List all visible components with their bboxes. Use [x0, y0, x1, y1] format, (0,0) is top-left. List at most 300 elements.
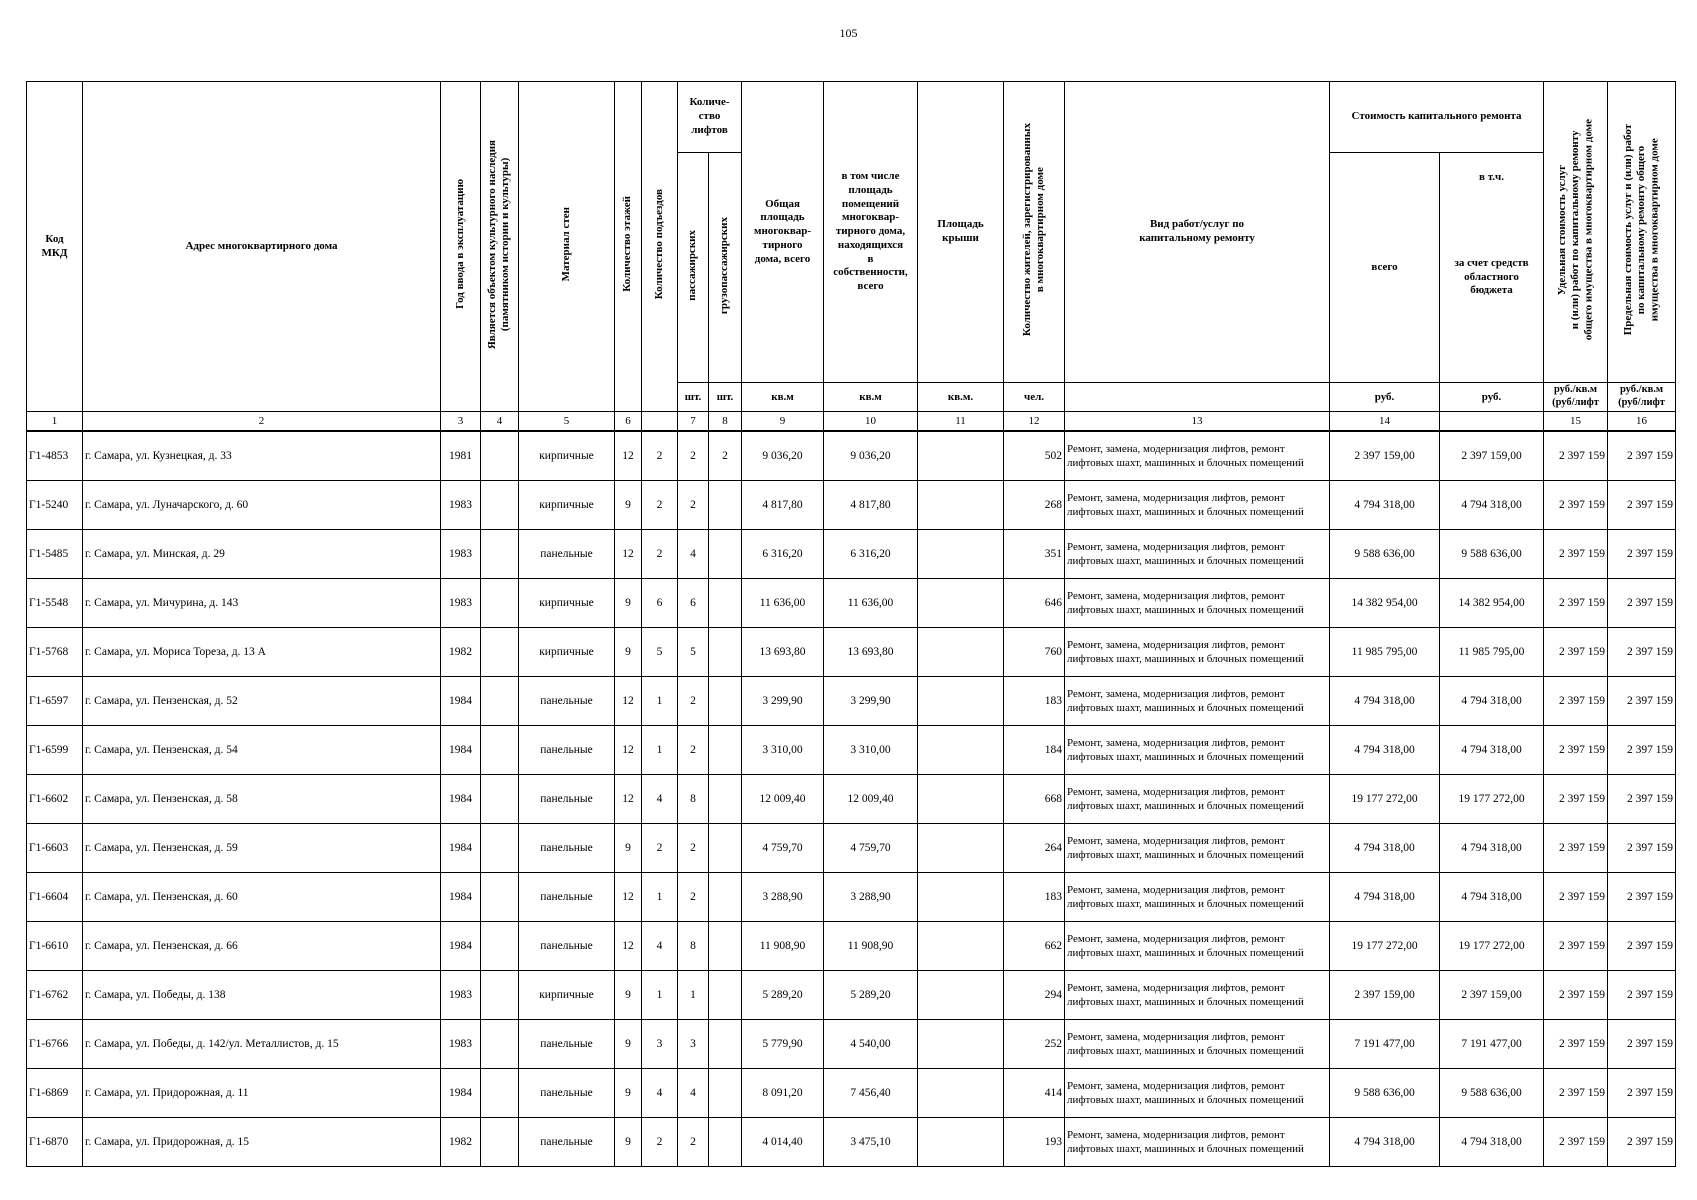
column-number: 13: [1065, 412, 1330, 432]
cell-cost-regional: 4 794 318,00: [1440, 1118, 1544, 1167]
cell-code: Г1-6610: [27, 922, 83, 971]
header-owned-area: в том числе площадь помещений многоквар- тирного дома, находящихся в собственности, всего: [824, 82, 918, 383]
column-number: 11: [918, 412, 1004, 432]
cell-total-area: 9 036,20: [742, 431, 824, 481]
column-number: 5: [519, 412, 615, 432]
cell-roof-area: [918, 530, 1004, 579]
column-number: [642, 412, 678, 432]
cell-unit-cost: 2 397 159: [1544, 481, 1608, 530]
cell-entrances: 2: [642, 431, 678, 481]
column-number: [1440, 412, 1544, 432]
cell-year: 1982: [441, 628, 481, 677]
cell-lifts-cargo: [709, 1020, 742, 1069]
cell-lifts-passenger: 2: [678, 1118, 709, 1167]
cell-lifts-passenger: 2: [678, 726, 709, 775]
cell-max-cost: 2 397 159: [1608, 775, 1676, 824]
header-floors: Количество этажей: [615, 82, 642, 412]
cell-cost-regional: 4 794 318,00: [1440, 873, 1544, 922]
cell-cost-total: 4 794 318,00: [1330, 726, 1440, 775]
cell-year: 1984: [441, 726, 481, 775]
column-number: 2: [83, 412, 441, 432]
cell-cost-total: 7 191 477,00: [1330, 1020, 1440, 1069]
header-cost-regional: [1440, 153, 1544, 383]
header-unit-cost: Удельная стоимость услуг и (или) работ по капитальному ремонту общего имущества в многоквартирном доме: [1544, 82, 1608, 383]
table-row: [27, 530, 1676, 579]
column-number: 8: [709, 412, 742, 432]
cell-lifts-cargo: [709, 775, 742, 824]
cell-code: Г1-6762: [27, 971, 83, 1020]
cell-heritage: [481, 873, 519, 922]
cell-residents: 183: [1004, 677, 1065, 726]
cell-cost-regional: 19 177 272,00: [1440, 775, 1544, 824]
header-max-cost: Предельная стоимость услуг и (или) работ по капитальному ремонту общего имущества в многоквартирном доме: [1608, 82, 1676, 383]
cell-cost-total: 19 177 272,00: [1330, 775, 1440, 824]
table-row: [27, 579, 1676, 628]
cell-material: кирпичные: [519, 628, 615, 677]
cell-address: г. Самара, ул. Пензенская, д. 59: [83, 824, 441, 873]
cell-owned-area: 4 817,80: [824, 481, 918, 530]
cell-year: 1984: [441, 824, 481, 873]
cell-heritage: [481, 726, 519, 775]
cell-lifts-passenger: 1: [678, 971, 709, 1020]
cell-floors: 12: [615, 922, 642, 971]
cell-heritage: [481, 775, 519, 824]
column-number: 16: [1608, 412, 1676, 432]
cell-material: панельные: [519, 530, 615, 579]
cell-max-cost: 2 397 159: [1608, 1020, 1676, 1069]
cell-cost-total: 4 794 318,00: [1330, 481, 1440, 530]
cell-floors: 9: [615, 971, 642, 1020]
column-number: 6: [615, 412, 642, 432]
cell-lifts-cargo: [709, 1069, 742, 1118]
cell-lifts-cargo: [709, 726, 742, 775]
unit-unit-cost: руб./кв.м (руб/лифт: [1544, 383, 1608, 412]
cell-work-type: Ремонт, замена, модернизация лифтов, ремонт лифтовых шахт, машинных и блочных помещений: [1065, 873, 1330, 922]
cell-cost-total: 2 397 159,00: [1330, 971, 1440, 1020]
cell-cost-regional: 11 985 795,00: [1440, 628, 1544, 677]
cell-lifts-passenger: 4: [678, 1069, 709, 1118]
cell-total-area: 4 817,80: [742, 481, 824, 530]
cell-year: 1984: [441, 873, 481, 922]
unit-cost-regional: руб.: [1440, 383, 1544, 412]
cell-material: панельные: [519, 677, 615, 726]
cell-address: г. Самара, ул. Придорожная, д. 15: [83, 1118, 441, 1167]
column-number: 4: [481, 412, 519, 432]
cell-total-area: 4 014,40: [742, 1118, 824, 1167]
cell-total-area: 3 310,00: [742, 726, 824, 775]
cell-cost-total: 4 794 318,00: [1330, 677, 1440, 726]
cell-cost-regional: 4 794 318,00: [1440, 824, 1544, 873]
header-lifts-passenger: пассажирских: [678, 153, 709, 383]
cell-year: 1984: [441, 1069, 481, 1118]
cell-entrances: 3: [642, 1020, 678, 1069]
cell-floors: 9: [615, 1020, 642, 1069]
cell-address: г. Самара, ул. Пензенская, д. 52: [83, 677, 441, 726]
cell-total-area: 11 636,00: [742, 579, 824, 628]
cell-residents: 183: [1004, 873, 1065, 922]
cell-total-area: 11 908,90: [742, 922, 824, 971]
cell-lifts-passenger: 8: [678, 775, 709, 824]
cell-heritage: [481, 824, 519, 873]
unit-roof-area: кв.м.: [918, 383, 1004, 412]
cell-lifts-cargo: [709, 824, 742, 873]
cell-owned-area: 4 540,00: [824, 1020, 918, 1069]
cell-cost-regional: 2 397 159,00: [1440, 971, 1544, 1020]
column-number: 1: [27, 412, 83, 432]
cell-unit-cost: 2 397 159: [1544, 1020, 1608, 1069]
cell-cost-total: 19 177 272,00: [1330, 922, 1440, 971]
cell-unit-cost: 2 397 159: [1544, 677, 1608, 726]
cell-work-type: Ремонт, замена, модернизация лифтов, ремонт лифтовых шахт, машинных и блочных помещений: [1065, 1069, 1330, 1118]
cell-floors: 9: [615, 481, 642, 530]
cell-cost-regional: 7 191 477,00: [1440, 1020, 1544, 1069]
table-row: [27, 922, 1676, 971]
cell-floors: 12: [615, 677, 642, 726]
cell-work-type: Ремонт, замена, модернизация лифтов, ремонт лифтовых шахт, машинных и блочных помещений: [1065, 971, 1330, 1020]
header-roof-area: Площадь крыши: [918, 82, 1004, 383]
unit-lifts-passenger: шт.: [678, 383, 709, 412]
cell-entrances: 2: [642, 1118, 678, 1167]
cell-address: г. Самара, ул. Кузнецкая, д. 33: [83, 431, 441, 481]
cell-lifts-passenger: 8: [678, 922, 709, 971]
header-lifts-group: Количе- ство лифтов: [678, 82, 742, 153]
cell-roof-area: [918, 431, 1004, 481]
cell-work-type: Ремонт, замена, модернизация лифтов, ремонт лифтовых шахт, машинных и блочных помещений: [1065, 775, 1330, 824]
cell-cost-total: 14 382 954,00: [1330, 579, 1440, 628]
cell-lifts-passenger: 5: [678, 628, 709, 677]
cell-cost-total: 4 794 318,00: [1330, 824, 1440, 873]
table-row: [27, 726, 1676, 775]
cell-year: 1982: [441, 1118, 481, 1167]
cell-heritage: [481, 677, 519, 726]
table-row: [27, 1118, 1676, 1167]
cell-heritage: [481, 628, 519, 677]
cell-lifts-cargo: [709, 677, 742, 726]
cell-entrances: 4: [642, 775, 678, 824]
cell-roof-area: [918, 579, 1004, 628]
cell-address: г. Самара, ул. Мичурина, д. 143: [83, 579, 441, 628]
cell-year: 1984: [441, 922, 481, 971]
cell-cost-total: 2 397 159,00: [1330, 431, 1440, 481]
cell-max-cost: 2 397 159: [1608, 1069, 1676, 1118]
cell-lifts-cargo: [709, 579, 742, 628]
cell-heritage: [481, 579, 519, 628]
cell-work-type: Ремонт, замена, модернизация лифтов, ремонт лифтовых шахт, машинных и блочных помещений: [1065, 530, 1330, 579]
cell-lifts-cargo: [709, 530, 742, 579]
cell-material: панельные: [519, 1020, 615, 1069]
cell-entrances: 1: [642, 677, 678, 726]
cell-unit-cost: 2 397 159: [1544, 1069, 1608, 1118]
cell-unit-cost: 2 397 159: [1544, 431, 1608, 481]
cell-lifts-passenger: 6: [678, 579, 709, 628]
cell-code: Г1-4853: [27, 431, 83, 481]
cell-entrances: 4: [642, 922, 678, 971]
cell-address: г. Самара, ул. Победы, д. 142/ул. Металлистов, д. 15: [83, 1020, 441, 1069]
cell-entrances: 1: [642, 873, 678, 922]
cell-material: панельные: [519, 873, 615, 922]
cell-floors: 12: [615, 530, 642, 579]
column-number: 14: [1330, 412, 1440, 432]
cell-owned-area: 3 310,00: [824, 726, 918, 775]
column-number: 7: [678, 412, 709, 432]
cell-lifts-cargo: [709, 1118, 742, 1167]
cell-roof-area: [918, 824, 1004, 873]
capital-repair-table: [26, 81, 1676, 1167]
cell-total-area: 13 693,80: [742, 628, 824, 677]
table-body: [27, 412, 1676, 1167]
cell-cost-total: 4 794 318,00: [1330, 873, 1440, 922]
unit-max-cost: руб./кв.м (руб/лифт: [1608, 383, 1676, 412]
cell-lifts-cargo: [709, 628, 742, 677]
cell-address: г. Самара, ул. Мориса Тореза, д. 13 А: [83, 628, 441, 677]
cell-work-type: Ремонт, замена, модернизация лифтов, ремонт лифтовых шахт, машинных и блочных помещений: [1065, 1118, 1330, 1167]
cell-address: г. Самара, ул. Пензенская, д. 54: [83, 726, 441, 775]
cell-max-cost: 2 397 159: [1608, 873, 1676, 922]
column-number: 12: [1004, 412, 1065, 432]
header-lifts-cargo: грузопассажирских: [709, 153, 742, 383]
cell-code: Г1-6597: [27, 677, 83, 726]
cell-owned-area: 11 908,90: [824, 922, 918, 971]
cell-owned-area: 3 288,90: [824, 873, 918, 922]
cell-lifts-cargo: [709, 971, 742, 1020]
cell-material: панельные: [519, 922, 615, 971]
cell-residents: 193: [1004, 1118, 1065, 1167]
cell-entrances: 1: [642, 971, 678, 1020]
cell-heritage: [481, 1020, 519, 1069]
header-address: Адрес многоквартирного дома: [83, 82, 441, 412]
cell-owned-area: 6 316,20: [824, 530, 918, 579]
cell-lifts-passenger: 2: [678, 873, 709, 922]
cell-floors: 12: [615, 726, 642, 775]
cell-entrances: 6: [642, 579, 678, 628]
cell-max-cost: 2 397 159: [1608, 530, 1676, 579]
cell-entrances: 5: [642, 628, 678, 677]
cell-residents: 414: [1004, 1069, 1065, 1118]
cell-year: 1984: [441, 677, 481, 726]
cell-residents: 646: [1004, 579, 1065, 628]
cell-total-area: 3 288,90: [742, 873, 824, 922]
cell-max-cost: 2 397 159: [1608, 726, 1676, 775]
cell-unit-cost: 2 397 159: [1544, 579, 1608, 628]
table-row: [27, 971, 1676, 1020]
cell-material: панельные: [519, 775, 615, 824]
cell-lifts-passenger: 3: [678, 1020, 709, 1069]
cell-entrances: 1: [642, 726, 678, 775]
cell-roof-area: [918, 481, 1004, 530]
cell-floors: 9: [615, 824, 642, 873]
cell-year: 1983: [441, 1020, 481, 1069]
cell-max-cost: 2 397 159: [1608, 677, 1676, 726]
cell-material: кирпичные: [519, 579, 615, 628]
cell-heritage: [481, 1118, 519, 1167]
cell-code: Г1-5485: [27, 530, 83, 579]
header-year: Год ввода в эксплуатацию: [441, 82, 481, 412]
cell-code: Г1-5548: [27, 579, 83, 628]
cell-floors: 12: [615, 873, 642, 922]
cell-cost-total: 9 588 636,00: [1330, 1069, 1440, 1118]
cell-total-area: 4 759,70: [742, 824, 824, 873]
cell-residents: 264: [1004, 824, 1065, 873]
cell-year: 1984: [441, 775, 481, 824]
cell-residents: 502: [1004, 431, 1065, 481]
cell-year: 1983: [441, 579, 481, 628]
column-number: 15: [1544, 412, 1608, 432]
cell-cost-regional: 4 794 318,00: [1440, 677, 1544, 726]
cell-floors: 12: [615, 431, 642, 481]
cell-lifts-passenger: 2: [678, 431, 709, 481]
header-material: Материал стен: [519, 82, 615, 412]
cell-cost-total: 11 985 795,00: [1330, 628, 1440, 677]
cell-lifts-cargo: 2: [709, 431, 742, 481]
cell-cost-regional: 2 397 159,00: [1440, 431, 1544, 481]
header-cost-group: Стоимость капитального ремонта: [1330, 82, 1544, 153]
cell-lifts-passenger: 4: [678, 530, 709, 579]
cell-max-cost: 2 397 159: [1608, 431, 1676, 481]
cell-unit-cost: 2 397 159: [1544, 726, 1608, 775]
cell-floors: 9: [615, 1069, 642, 1118]
cell-work-type: Ремонт, замена, модернизация лифтов, ремонт лифтовых шахт, машинных и блочных помещений: [1065, 481, 1330, 530]
cell-lifts-passenger: 2: [678, 481, 709, 530]
cell-cost-total: 4 794 318,00: [1330, 1118, 1440, 1167]
cell-code: Г1-6603: [27, 824, 83, 873]
cell-cost-regional: 4 794 318,00: [1440, 726, 1544, 775]
column-number: 10: [824, 412, 918, 432]
cell-year: 1981: [441, 431, 481, 481]
table-row: [27, 628, 1676, 677]
cell-material: кирпичные: [519, 431, 615, 481]
cell-address: г. Самара, ул. Пензенская, д. 58: [83, 775, 441, 824]
cell-material: кирпичные: [519, 481, 615, 530]
cell-cost-regional: 4 794 318,00: [1440, 481, 1544, 530]
cell-address: г. Самара, ул. Луначарского, д. 60: [83, 481, 441, 530]
cell-code: Г1-5768: [27, 628, 83, 677]
cell-residents: 662: [1004, 922, 1065, 971]
cell-roof-area: [918, 726, 1004, 775]
cell-total-area: 6 316,20: [742, 530, 824, 579]
cell-work-type: Ремонт, замена, модернизация лифтов, ремонт лифтовых шахт, машинных и блочных помещений: [1065, 726, 1330, 775]
table-row: [27, 1069, 1676, 1118]
cell-unit-cost: 2 397 159: [1544, 824, 1608, 873]
cell-owned-area: 7 456,40: [824, 1069, 918, 1118]
cell-roof-area: [918, 971, 1004, 1020]
cell-owned-area: 3 299,90: [824, 677, 918, 726]
table-row: [27, 775, 1676, 824]
column-number-row: [27, 412, 1676, 432]
table-row: [27, 1020, 1676, 1069]
cell-floors: 9: [615, 579, 642, 628]
header-heritage: Является объектом культурного наследия (памятником истории и культуры): [481, 82, 519, 412]
cell-roof-area: [918, 873, 1004, 922]
cell-cost-total: 9 588 636,00: [1330, 530, 1440, 579]
header-cost-incl: в т.ч.: [1479, 171, 1505, 183]
cell-lifts-cargo: [709, 922, 742, 971]
cell-code: Г1-6870: [27, 1118, 83, 1167]
cell-lifts-cargo: [709, 873, 742, 922]
unit-residents: чел.: [1004, 383, 1065, 412]
cell-floors: 9: [615, 1118, 642, 1167]
cell-address: г. Самара, ул. Пензенская, д. 66: [83, 922, 441, 971]
cell-material: кирпичные: [519, 971, 615, 1020]
cell-heritage: [481, 481, 519, 530]
cell-cost-regional: 14 382 954,00: [1440, 579, 1544, 628]
cell-unit-cost: 2 397 159: [1544, 775, 1608, 824]
cell-year: 1983: [441, 481, 481, 530]
header-cost-total: всего: [1330, 153, 1440, 383]
cell-max-cost: 2 397 159: [1608, 579, 1676, 628]
cell-owned-area: 13 693,80: [824, 628, 918, 677]
table-row: [27, 824, 1676, 873]
unit-total-area: кв.м: [742, 383, 824, 412]
column-number: 9: [742, 412, 824, 432]
header-residents: Количество жителей, зарегистрированных в многоквартирном доме: [1004, 82, 1065, 383]
cell-heritage: [481, 530, 519, 579]
cell-cost-regional: 19 177 272,00: [1440, 922, 1544, 971]
cell-roof-area: [918, 1020, 1004, 1069]
table-row: [27, 873, 1676, 922]
cell-total-area: 3 299,90: [742, 677, 824, 726]
cell-work-type: Ремонт, замена, модернизация лифтов, ремонт лифтовых шахт, машинных и блочных помещений: [1065, 824, 1330, 873]
cell-code: Г1-5240: [27, 481, 83, 530]
cell-max-cost: 2 397 159: [1608, 628, 1676, 677]
cell-address: г. Самара, ул. Победы, д. 138: [83, 971, 441, 1020]
cell-total-area: 12 009,40: [742, 775, 824, 824]
header-work-type: Вид работ/услуг по капитальному ремонту: [1065, 82, 1330, 383]
cell-owned-area: 9 036,20: [824, 431, 918, 481]
cell-unit-cost: 2 397 159: [1544, 530, 1608, 579]
cell-roof-area: [918, 1069, 1004, 1118]
cell-roof-area: [918, 677, 1004, 726]
cell-lifts-passenger: 2: [678, 824, 709, 873]
table-row: [27, 677, 1676, 726]
cell-residents: 268: [1004, 481, 1065, 530]
cell-floors: 12: [615, 775, 642, 824]
cell-code: Г1-6766: [27, 1020, 83, 1069]
cell-heritage: [481, 971, 519, 1020]
cell-entrances: 2: [642, 530, 678, 579]
cell-address: г. Самара, ул. Пензенская, д. 60: [83, 873, 441, 922]
header-entrances: Количество подъездов: [642, 82, 678, 412]
cell-total-area: 5 289,20: [742, 971, 824, 1020]
cell-residents: 351: [1004, 530, 1065, 579]
column-number: 3: [441, 412, 481, 432]
cell-material: панельные: [519, 726, 615, 775]
cell-lifts-passenger: 2: [678, 677, 709, 726]
cell-year: 1983: [441, 971, 481, 1020]
cell-roof-area: [918, 1118, 1004, 1167]
cell-owned-area: 4 759,70: [824, 824, 918, 873]
cell-residents: 184: [1004, 726, 1065, 775]
cell-work-type: Ремонт, замена, модернизация лифтов, ремонт лифтовых шахт, машинных и блочных помещений: [1065, 579, 1330, 628]
cell-entrances: 2: [642, 824, 678, 873]
table-row: [27, 431, 1676, 481]
cell-unit-cost: 2 397 159: [1544, 971, 1608, 1020]
cell-heritage: [481, 431, 519, 481]
cell-year: 1983: [441, 530, 481, 579]
cell-material: панельные: [519, 1069, 615, 1118]
cell-residents: 760: [1004, 628, 1065, 677]
cell-work-type: Ремонт, замена, модернизация лифтов, ремонт лифтовых шахт, машинных и блочных помещений: [1065, 628, 1330, 677]
cell-entrances: 2: [642, 481, 678, 530]
cell-unit-cost: 2 397 159: [1544, 873, 1608, 922]
cell-residents: 294: [1004, 971, 1065, 1020]
cell-max-cost: 2 397 159: [1608, 922, 1676, 971]
cell-code: Г1-6869: [27, 1069, 83, 1118]
cell-roof-area: [918, 922, 1004, 971]
cell-work-type: Ремонт, замена, модернизация лифтов, ремонт лифтовых шахт, машинных и блочных помещений: [1065, 922, 1330, 971]
cell-lifts-cargo: [709, 481, 742, 530]
cell-roof-area: [918, 628, 1004, 677]
cell-residents: 668: [1004, 775, 1065, 824]
